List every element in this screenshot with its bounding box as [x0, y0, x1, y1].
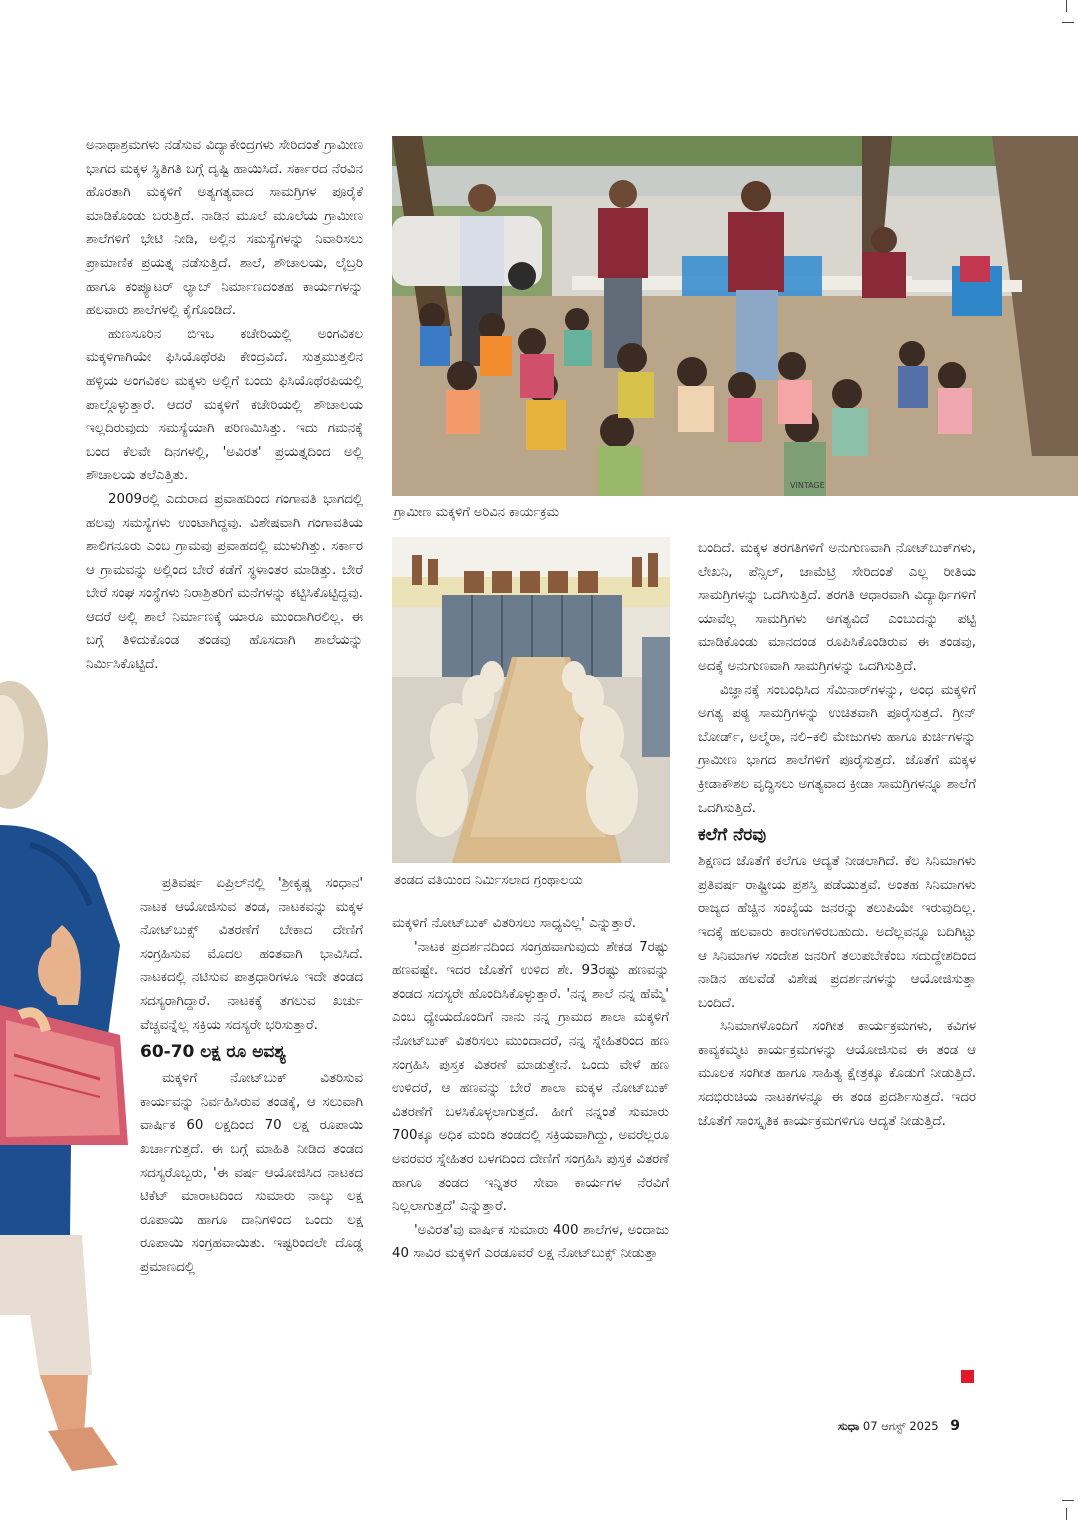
crop-mark: [1062, 1500, 1074, 1501]
article-paragraph: ಪ್ರತಿವರ್ಷ ಏಪ್ರಿಲ್‌ನಲ್ಲಿ 'ಶ್ರೀಕೃಷ್ಣ ಸಂಧಾನ' ನಾಟಕ ಆಯೋಜಿಸುವ ತಂಡ, ನಾಟಕವನ್ನು ಮಕ್ಕಳ ನೋಟ್‌ಬುಕ್ಸ್ ವಿತರಣೆಗೆ ಬೇಕಾದ ದೇಣಿಗೆ ಸಂಗ್ರಹಿಸುವ ಮೊದಲ ಹಂತವಾಗಿ ಭಾವಿಸಿದೆ. ನಾಟಕದಲ್ಲಿ ನಟಿಸುವ ಪಾತ್ರಧಾರಿಗಳೂ ಇದೇ ತಂಡದ ಸದಸ್ಯರಾಗಿದ್ದಾರೆ. ನಾಟಕಕ್ಕೆ ತಗಲುವ ಖರ್ಚು ವೆಚ್ಚವನ್ನೆಲ್ಲ ಸಕ್ರಿಯ ಸದಸ್ಯರೇ ಭರಿಸುತ್ತಾರೆ.: [140, 876, 363, 1033]
section-subhead: 60-70 ಲಕ್ಷ ರೂ ಅವಶ್ಯ: [140, 1042, 286, 1063]
crop-mark: [1066, 0, 1067, 12]
crop-mark: [1066, 1508, 1067, 1520]
article-paragraph: ಸಿನಿಮಾಗಳೊಂದಿಗೆ ಸಂಗೀತ ಕಾರ್ಯಕ್ರಮಗಳು, ಕವಿಗಳ ಕಾವ್ಯಕಮ್ಮಟ ಕಾರ್ಯಕ್ರಮಗಳನ್ನು ಆಯೋಜಿಸುವ ಈ ತಂಡ ಆ ಮೂಲಕ ಸಂಗೀತ ಹಾಗೂ ಸಾಹಿತ್ಯ ಕ್ಷೇತ್ರಕ್ಕೂ ಕೊಡುಗೆ ನೀಡುತ್ತಿದೆ. ಸದಭಿರುಚಿಯ ನಾಟಕಗಳನ್ನೂ ಈ ತಂಡ ಪ್ರದರ್ಶಿಸುತ್ತದೆ. ಇದರ ಜೊತೆಗೆ ಸಾಂಸ್ಕೃತಿಕ ಕಾರ್ಯಕ್ರಮಗಳಿಗೂ ಆದ್ಯತೆ ನೀಡುತ್ತಿದೆ.: [698, 1019, 976, 1129]
child-cutout-illustration: [0, 675, 130, 1525]
article-end-mark: [961, 1370, 974, 1383]
photo-caption-top: ಗ್ರಾಮೀಣ ಮಕ್ಕಳಿಗೆ ಅರಿವಿನ ಕಾರ್ಯಕ್ರಮ: [394, 505, 559, 520]
article-column-1-lower: [140, 872, 363, 1280]
article-paragraph: ಮಕ್ಕಳಿಗೆ ನೋಟ್‌ಬುಕ್ ವಿತರಿಸುವ ಕಾರ್ಯವನ್ನು ನಿರ್ವಹಿಸಿರುವ ತಂಡಕ್ಕೆ, ಆ ಸಲುವಾಗಿ ವಾರ್ಷಿಕ 60 ಲಕ್ಷದಿಂದ 70 ಲಕ್ಷ ರೂಪಾಯಿ ಖರ್ಚಾಗುತ್ತದೆ. ಈ ಬಗ್ಗೆ ಮಾಹಿತಿ ನೀಡಿದ ತಂಡದ ಸದಸ್ಯರೊಬ್ಬರು, 'ಈ ವರ್ಷ ಆಯೋಜಿಸಿದ ನಾಟಕದ ಟಿಕೆಟ್ ಮಾರಾಟದಿಂದ ಸುಮಾರು ನಾಲ್ಕು ಲಕ್ಷ ರೂಪಾಯಿ ಹಾಗೂ ದಾನಿಗಳಿಂದ ಒಂದು ಲಕ್ಷ ರೂಪಾಯಿ ಸಂಗ್ರಹವಾಯಿತು. ಇಷ್ಟರಿಂದಲೇ ದೊಡ್ಡ ಪ್ರಮಾಣದಲ್ಲಿ: [140, 1071, 363, 1275]
article-column-1: [86, 134, 363, 677]
article-paragraph: ಬಂದಿದೆ. ಮಕ್ಕಳ ತರಗತಿಗಳಿಗೆ ಅನುಗುಣವಾಗಿ ನೋಟ್‌ಬುಕ್‌ಗಳು, ಲೇಖನಿ, ಪೆನ್ಸಿಲ್, ಜಾಮೆಟ್ರಿ ಸೇರಿದಂತೆ ಎಲ್ಲ ರೀತಿಯ ಸಾಮಗ್ರಿಗಳನ್ನು ಒದಗಿಸುತ್ತಿದೆ. ತರಗತಿ ಆಧಾರವಾಗಿ ವಿದ್ಯಾರ್ಥಿಗಳಿಗೆ ಯಾವೆಲ್ಲ ಸಾಮಗ್ರಿಗಳು ಅಗತ್ಯವಿದೆ ಎಂಬುದನ್ನು ಪಟ್ಟಿ ಮಾಡಿಕೊಂಡು ಮಾನದಂಡ ರೂಪಿಸಿಕೊಂಡಿರುವ ಈ ತಂಡವು, ಅದಕ್ಕೆ ಅನುಗುಣವಾಗಿ ಸಾಮಗ್ರಿಗಳನ್ನು ಒದಗಿಸುತ್ತಿದೆ.: [698, 541, 976, 674]
issue-date: 07 ಆಗಸ್ಟ್ 2025: [862, 1419, 939, 1433]
article-paragraph: ಹುಣಸೂರಿನ ಬಿಇಒ ಕಚೇರಿಯಲ್ಲಿ ಅಂಗವಿಕಲ ಮಕ್ಕಳಿಗಾಗಿಯೇ ಫಿಸಿಯೊಥೆರಪಿ ಕೇಂದ್ರವಿದೆ. ಸುತ್ತಮುತ್ತಲಿನ ಹಳ್ಳಿಯ ಅಂಗವಿಕಲ ಮಕ್ಕಳು ಅಲ್ಲಿಗೆ ಬಂದು ಫಿಸಿಯೊಥೆರಪಿಯಲ್ಲಿ ಪಾಲ್ಗೊಳ್ಳುತ್ತಾರೆ. ಆದರೆ ಮಕ್ಕಳಿಗೆ ಕಚೇರಿಯಲ್ಲಿ ಶೌಚಾಲಯ ಇಲ್ಲದಿರುವುದು ಸಮಸ್ಯೆಯಾಗಿ ಪರಿಣಮಿಸಿತ್ತು. ಇದು ಗಮನಕ್ಕೆ ಬಂದ ಕೆಲವೇ ದಿನಗಳಲ್ಲಿ, 'ಅವಿರತ' ಪ್ರಯತ್ನದಿಂದ ಅಲ್ಲಿ ಶೌಚಾಲಯ ತಲೆಎತ್ತಿತು.: [86, 326, 363, 484]
article-paragraph: ಮಕ್ಕಳಿಗೆ ನೋಟ್‌ಬುಕ್ ವಿತರಿಸಲು ಸಾಧ್ಯವಿಲ್ಲ' ಎನ್ನುತ್ತಾರೆ.: [392, 916, 637, 931]
page-number: 9: [950, 1418, 961, 1434]
awareness-programme-photo: [392, 136, 1078, 496]
page-footer: [838, 1418, 960, 1434]
library-photo: [392, 537, 670, 863]
section-subhead: ಕಲೆಗೆ ನೆರವು: [698, 825, 767, 846]
crop-mark: [1062, 22, 1074, 23]
tshirt-logo-text: VINTAGE: [790, 481, 825, 490]
article-paragraph: 2009ರಲ್ಲಿ ಎದುರಾದ ಪ್ರವಾಹದಿಂದ ಗಂಗಾವತಿ ಭಾಗದಲ್ಲಿ ಹಲವು ಸಮಸ್ಯೆಗಳು ಉಂಟಾಗಿದ್ದವು. ವಿಶೇಷವಾಗಿ ಗಂಗಾವತಿಯ ಶಾಲಿಗನೂರು ಎಂಬ ಗ್ರಾಮವು ಪ್ರವಾಹದಲ್ಲಿ ಮುಳುಗಿತ್ತು. ಸರ್ಕಾರ ಆ ಗ್ರಾಮವನ್ನು ಅಲ್ಲಿಂದ ಬೇರೆ ಕಡೆಗೆ ಸ್ಥಳಾಂತರ ಮಾಡಿತ್ತು. ಬೇರೆ ಬೇರೆ ಸಂಘ ಸಂಸ್ಥೆಗಳು ನಿರಾಶ್ರಿತರಿಗೆ ಮನೆಗಳನ್ನು ಕಟ್ಟಿಸಿಕೊಟ್ಟಿದ್ದವು. ಆದರೆ ಅಲ್ಲಿ ಶಾಲೆ ನಿರ್ಮಾಣಕ್ಕೆ ಯಾರೂ ಮುಂದಾಗಿರಲಿಲ್ಲ. ಈ ಬಗ್ಗೆ ತಿಳಿದುಕೊಂಡ ತಂಡವು ಹೊಸದಾಗಿ ಶಾಲೆಯನ್ನು ನಿರ್ಮಿಸಿಕೊಟ್ಟಿದೆ.: [86, 491, 363, 673]
publication-name: ಸುಧಾ: [838, 1419, 860, 1433]
article-paragraph: ಅನಾಥಾಶ್ರಮಗಳು ನಡೆಸುವ ವಿದ್ಯಾಕೇಂದ್ರಗಳು ಸೇರಿದಂತೆ ಗ್ರಾಮೀಣ ಭಾಗದ ಮಕ್ಕಳ ಸ್ಥಿತಿಗತಿ ಬಗ್ಗೆ ದೃಷ್ಟಿ ಹಾಯಿಸಿದೆ. ಸರ್ಕಾರದ ನೆರವಿನ ಹೊರತಾಗಿ ಮಕ್ಕಳಿಗೆ ಅತ್ಯಗತ್ಯವಾದ ಸಾಮಗ್ರಿಗಳ ಪೂರೈಕೆ ಮಾಡಿಕೊಂಡು ಬರುತ್ತಿದೆ. ನಾಡಿನ ಮೂಲೆ ಮೂಲೆಯ ಗ್ರಾಮೀಣ ಶಾಲೆಗಳಿಗೆ ಭೇಟಿ ನೀಡಿ, ಅಲ್ಲಿನ ಸಮಸ್ಯೆಗಳನ್ನು ನಿವಾರಿಸಲು ಪ್ರಾಮಾಣಿಕ ಪ್ರಯತ್ನ ನಡೆಸುತ್ತಿದೆ. ಶಾಲೆ, ಶೌಚಾಲಯ, ಲೈಬ್ರರಿ ಹಾಗೂ ಕಂಪ್ಯೂಟರ್ ಲ್ಯಾಬ್ ನಿರ್ಮಾಣದಂತಹ ಕಾರ್ಯಗಳನ್ನು ಹಲವಾರು ಶಾಲೆಗಳಲ್ಲಿ ಕೈಗೊಂಡಿದೆ.: [86, 138, 363, 319]
article-paragraph: 'ನಾಟಕ ಪ್ರದರ್ಶನದಿಂದ ಸಂಗ್ರಹವಾಗುವುದು ಶೇಕಡ 7ರಷ್ಟು ಹಣವಷ್ಟೇ. ಇದರ ಜೊತೆಗೆ ಉಳಿದ ಶೇ. 93ರಷ್ಟು ಹಣವನ್ನು ತಂಡದ ಸದಸ್ಯರೇ ಹೊಂದಿಸಿಕೊಳ್ಳುತ್ತಾರೆ. 'ನನ್ನ ಶಾಲೆ ನನ್ನ ಹೆಮ್ಮೆ' ಎಂಬ ಧ್ಯೇಯದೊಂದಿಗೆ ನಾನು ನನ್ನ ಗ್ರಾಮದ ಶಾಲಾ ಮಕ್ಕಳಿಗೆ ನೋಟ್‌ಬುಕ್ ವಿತರಿಸಲು ಮುಂದಾದರೆ, ನನ್ನ ಸ್ನೇಹಿತರಿಂದ ಹಣ ಸಂಗ್ರಹಿಸಿ ಪುಸ್ತಕ ವಿತರಣೆ ಮಾಡುತ್ತೇನೆ. ಒಂದು ವೇಳೆ ಹಣ ಉಳಿದರೆ, ಆ ಹಣವನ್ನು ಬೇರೆ ಶಾಲಾ ಮಕ್ಕಳ ನೋಟ್‌ಬುಕ್ ವಿತರಣೆಗೆ ಬಳಸಿಕೊಳ್ಳಲಾಗುತ್ತದೆ. ಹೀಗೆ ನನ್ನಂತೆ ಸುಮಾರು 700ಕ್ಕೂ ಅಧಿಕ ಮಂದಿ ತಂಡದಲ್ಲಿ ಸಕ್ರಿಯವಾಗಿದ್ದು, ಅವರೆಲ್ಲರೂ ಅವರವರ ಸ್ನೇಹಿತರ ಬಳಗದಿಂದ ದೇಣಿಗೆ ಸಂಗ್ರಹಿಸಿ ಪುಸ್ತಕ ವಿತರಣೆ ಹಾಗೂ ತಂಡದ ಇನ್ನಿತರ ಸೇವಾ ಕಾರ್ಯಗಳ ನೆರವಿಗೆ ನಿಲ್ಲಲಾಗುತ್ತದೆ' ಎನ್ನುತ್ತಾರೆ.: [392, 939, 669, 1215]
article-column-2: [392, 912, 669, 1266]
article-paragraph: ವಿಜ್ಞಾನಕ್ಕೆ ಸಂಬಂಧಿಸಿದ ಸೆಮಿನಾರ್‌ಗಳನ್ನು, ಅಂಧ ಮಕ್ಕಳಿಗೆ ಅಗತ್ಯ ಪಠ್ಯ ಸಾಮಗ್ರಿಗಳನ್ನು ಉಚಿತವಾಗಿ ಪೂರೈಸುತ್ತದೆ. ಗ್ರೀನ್ ಬೋರ್ಡ್, ಅಲ್ಮೆರಾ, ನಲಿ–ಕಲಿ ಮೇಜುಗಳು ಹಾಗೂ ಕುರ್ಚಿಗಳನ್ನು ಗ್ರಾಮೀಣ ಭಾಗದ ಶಾಲೆಗಳಿಗೆ ಪೂರೈಸುತ್ತದೆ. ಜೊತೆಗೆ ಮಕ್ಕಳ ಕ್ರೀಡಾಕೌಶಲ ವೃದ್ಧಿಸಲು ಅಗತ್ಯವಾದ ಕ್ರೀಡಾ ಸಾಮಗ್ರಿಗಳನ್ನೂ ಶಾಲೆಗೆ ಒದಗಿಸುತ್ತಿದೆ.: [698, 682, 976, 816]
article-paragraph: 'ಅವಿರತ'ವು ವಾರ್ಷಿಕ ಸುಮಾರು 400 ಶಾಲೆಗಳ, ಅಂದಾಜು 40 ಸಾವಿರ ಮಕ್ಕಳಿಗೆ ಎರಡೂವರೆ ಲಕ್ಷ ನೋಟ್‌ಬುಕ್ಸ್ ನೀಡುತ್ತಾ: [392, 1222, 669, 1262]
article-paragraph: ಶಿಕ್ಷಣದ ಜೊತೆಗೆ ಕಲೆಗೂ ಆದ್ಯತೆ ನೀಡಲಾಗಿದೆ. ಕೆಲ ಸಿನಿಮಾಗಳು ಪ್ರತಿವರ್ಷ ರಾಷ್ಟ್ರೀಯ ಪ್ರಶಸ್ತಿ ಪಡೆಯುತ್ತವೆ. ಅಂತಹ ಸಿನಿಮಾಗಳು ರಾಜ್ಯದ ಹೆಚ್ಚಿನ ಸಂಖ್ಯೆಯ ಜನರನ್ನು ತಲುಪಿಯೇ ಇರುವುದಿಲ್ಲ. ಇದಕ್ಕೆ ಹಲವಾರು ಕಾರಣಗಳಿರಬಹುದು. ಅದೆಲ್ಲವನ್ನೂ ಬದಿಗಿಟ್ಟು ಆ ಸಿನಿಮಾಗಳ ಸಂದೇಶ ಜನರಿಗೆ ತಲುಪಬೇಕೆಂಬ ಸದುದ್ದೇಶದಿಂದ ನಾಡಿನ ಹಲವೆಡೆ ವಿಶೇಷ ಪ್ರದರ್ಶನಗಳನ್ನು ಆಯೋಜಿಸುತ್ತಾ ಬಂದಿದೆ.: [698, 854, 976, 1011]
article-column-3: [698, 537, 976, 1133]
photo-caption-library: ತಂಡದ ವತಿಯಿಂದ ನಿರ್ಮಿಸಲಾದ ಗ್ರಂಥಾಲಯ: [394, 873, 583, 888]
